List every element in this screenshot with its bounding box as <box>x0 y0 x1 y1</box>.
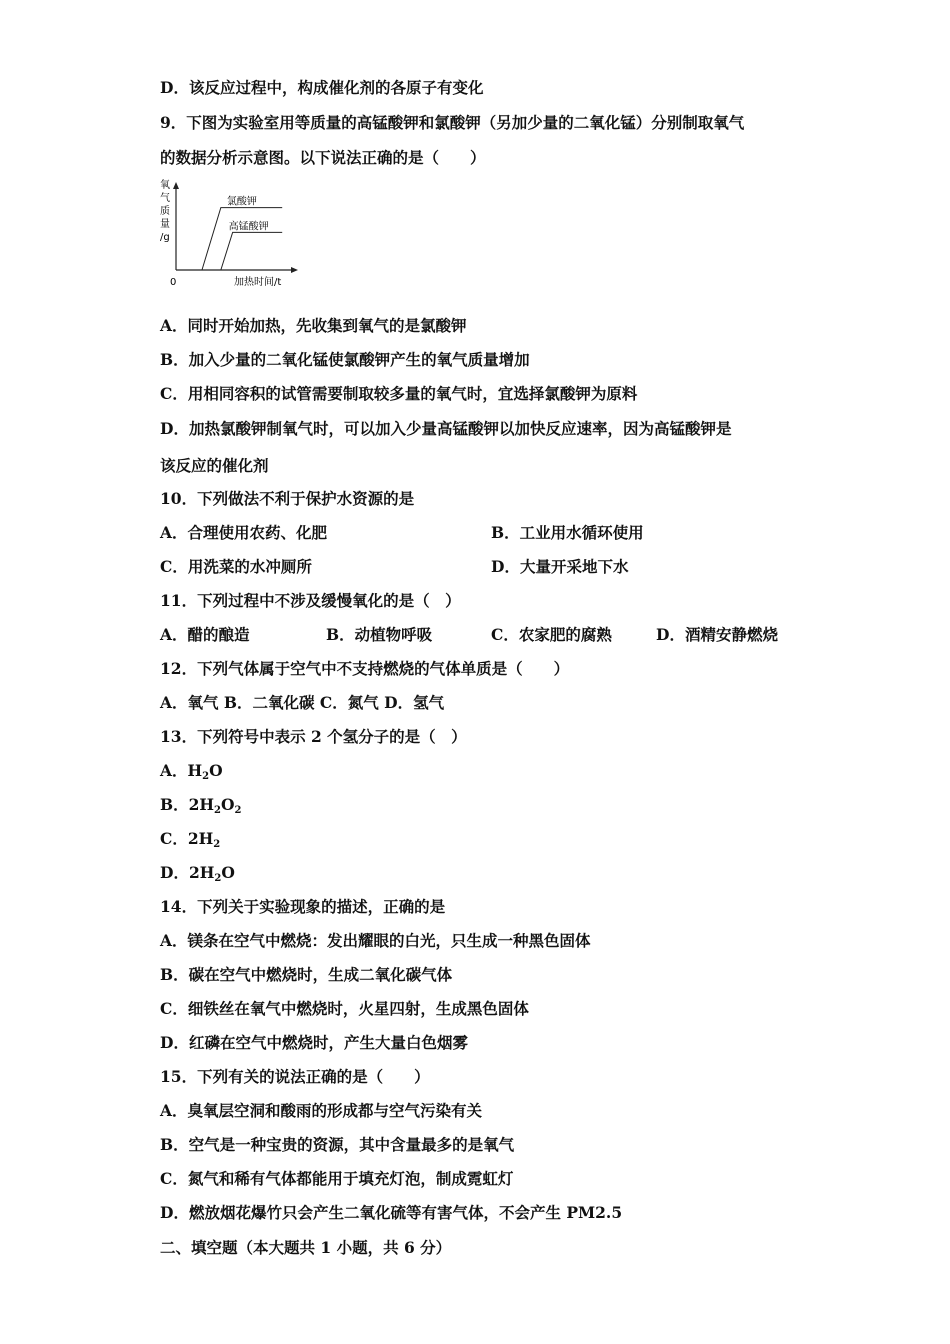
q9-option-d-line1: D．加热氯酸钾制氧气时，可以加入少量高锰酸钾以加快反应速率，因为高锰酸钾是 <box>160 419 732 438</box>
q15-option-d: D．燃放烟花爆竹只会产生二氧化硫等有害气体，不会产生 PM2.5 <box>160 1203 623 1222</box>
q15-option-a: A．臭氧层空洞和酸雨的形成都与空气污染有关 <box>160 1101 483 1120</box>
q15-stem: 15．下列有关的说法正确的是（ ） <box>160 1067 430 1086</box>
q13-option-c: C．$2H_2$ <box>160 829 221 850</box>
q12-options: A．氧气 B．二氧化碳 C．氮气 D．氢气 <box>160 693 445 712</box>
q11-option-a: A．醋的酿造 <box>160 625 250 644</box>
series-kclo3-line <box>202 208 282 270</box>
y-axis-label-char: /g <box>160 232 170 243</box>
x-axis-arrow <box>291 267 298 273</box>
q10-option-a: A．合理使用农药、化肥 <box>160 523 328 542</box>
q9-stem-line1: 9．下图为实验室用等质量的高锰酸钾和氯酸钾（另加少量的二氧化锰）分别制取氧气 <box>160 113 745 132</box>
q8-option-d: D．该反应过程中，构成催化剂的各原子有变化 <box>160 78 484 97</box>
q9-stem-line2: 的数据分析示意图。以下说法正确的是（ ） <box>160 148 486 167</box>
q14-stem: 14．下列关于实验现象的描述，正确的是 <box>160 897 446 916</box>
q9-option-d-line2: 该反应的催化剂 <box>160 456 269 475</box>
y-axis-label-char: 氧 <box>160 180 170 191</box>
origin-label: 0 <box>170 277 177 288</box>
q12-stem: 12．下列气体属于空气中不支持燃烧的气体单质是（ ） <box>160 659 570 678</box>
y-axis-arrow <box>173 182 179 189</box>
series-kmno4-label: 高锰酸钾 <box>228 221 269 233</box>
q9-option-a: A．同时开始加热，先收集到氧气的是氯酸钾 <box>160 316 467 335</box>
q14-option-b: B．碳在空气中燃烧时，生成二氧化碳气体 <box>160 965 453 984</box>
q9-option-b: B．加入少量的二氧化锰使氯酸钾产生的氧气质量增加 <box>160 350 530 369</box>
y-axis-label-char: 质 <box>160 206 170 217</box>
q11-option-d: D．酒精安静燃烧 <box>656 625 778 644</box>
q11-option-b: B．动植物呼吸 <box>326 625 433 644</box>
oxygen-mass-chart <box>158 178 303 290</box>
series-kmno4-line <box>221 232 282 270</box>
q15-option-c: C．氮气和稀有气体都能用于填充灯泡，制成霓虹灯 <box>160 1169 514 1188</box>
q11-stem: 11．下列过程中不涉及缓慢氧化的是（ ） <box>160 591 461 610</box>
section-2-title: 二、填空题（本大题共 1 小题，共 6 分） <box>160 1238 452 1257</box>
q10-stem: 10．下列做法不利于保护水资源的是 <box>160 489 415 508</box>
y-axis-label-char: 气 <box>160 193 170 204</box>
q14-option-c: C．细铁丝在氧气中燃烧时，火星四射，生成黑色固体 <box>160 999 529 1018</box>
x-axis-label: 加热时间/t <box>234 277 282 288</box>
q13-option-d: D．$2H_2O$ <box>160 863 235 884</box>
q11-option-c: C．农家肥的腐熟 <box>491 625 612 644</box>
q10-option-b: B．工业用水循环使用 <box>491 523 644 542</box>
q14-option-d: D．红磷在空气中燃烧时，产生大量白色烟雾 <box>160 1033 468 1052</box>
y-axis-label <box>160 178 170 243</box>
q15-option-b: B．空气是一种宝贵的资源，其中含量最多的是氧气 <box>160 1135 515 1154</box>
q9-option-c: C．用相同容积的试管需要制取较多量的氧气时，宜选择氯酸钾为原料 <box>160 384 638 403</box>
y-axis-label-char: 量 <box>160 219 170 230</box>
q13-stem: 13．下列符号中表示 2 个氢分子的是（ ） <box>160 727 467 746</box>
q10-option-c: C．用洗菜的水冲厕所 <box>160 557 312 576</box>
q13-option-b: B．$2H_2O_2$ <box>160 795 242 816</box>
q13-option-a: A．$H_2O$ <box>160 761 223 782</box>
series-kclo3-label: 氯酸钾 <box>226 196 257 208</box>
q14-option-a: A．镁条在空气中燃烧：发出耀眼的白光，只生成一种黑色固体 <box>160 931 591 950</box>
q10-option-d: D．大量开采地下水 <box>491 557 629 576</box>
